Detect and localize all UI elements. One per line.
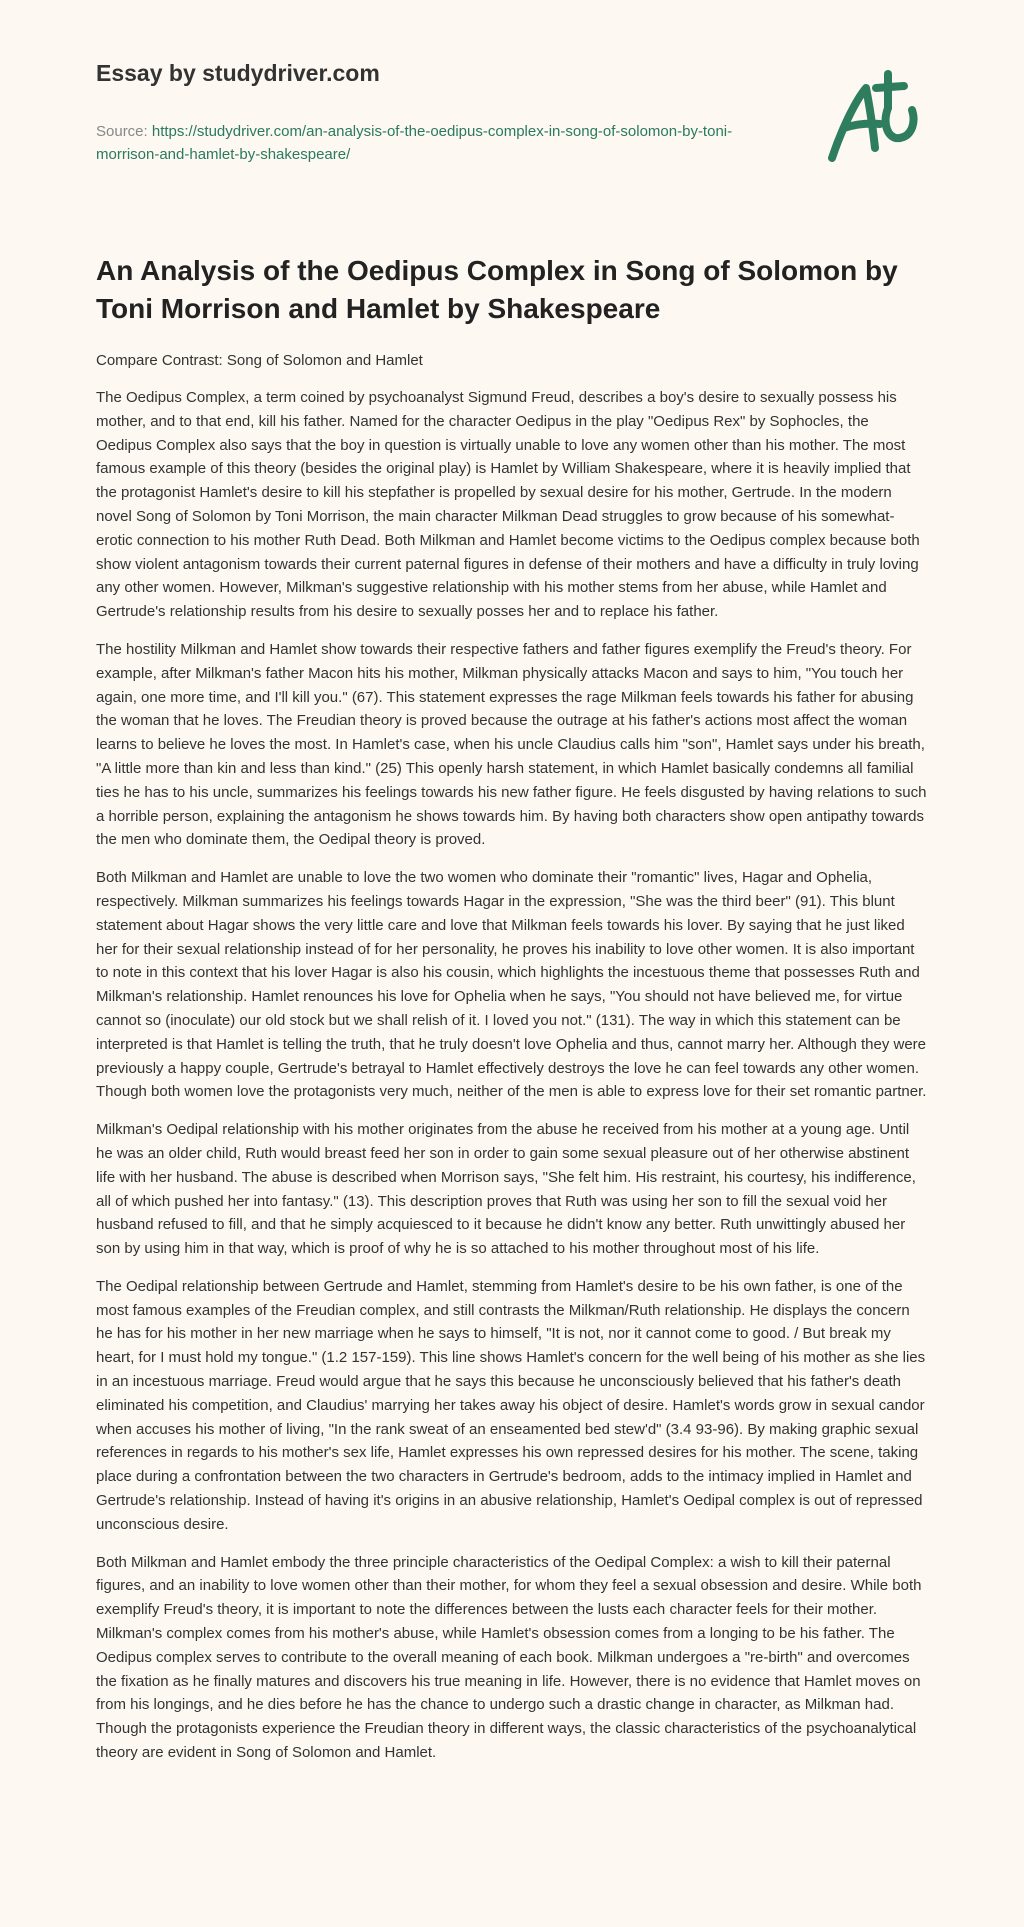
article-title: An Analysis of the Oedipus Complex in Song of Solomon by Toni Morrison and Hamlet by Shakespeare: [96, 255, 898, 324]
paragraph: Both Milkman and Hamlet are unable to love the two women who dominate their "romantic" lives, Hagar and Ophelia, respectively. Milkman summarizes his feelings towards Hagar in the expression, "She was the third beer" (91). This blunt statement about Hagar shows the very little care and love that Milkman feels towards his lover. By saying that he just liked her for their sexual relationship instead of for her personality, he proves his inability to love other women. It is also important to note in this context that his lover Hagar is also his cousin, which highlights the incestuous theme that possesses Ruth and Milkman's relationship. Hamlet renounces his love for Ophelia when he says, "You should not have believed me, for virtue cannot so (inoculate) our old stock but we shall relish of it. I loved you not." (131). The way in which this statement can be interpreted is that Hamlet is telling the truth, that he truly doesn't love Ophelia and thus, cannot marry her. Although they were previously a happy couple, Gertrude's betrayal to Hamlet effectively destroys the love he can feel towards any other women. Though both women love the protagonists very much, neither of the men is able to express love for their set romantic partner.: [96, 869, 927, 1101]
source-label: Source:: [96, 123, 152, 140]
paragraph: The Oedipus Complex, a term coined by psychoanalyst Sigmund Freud, describes a boy's desire to sexually possess his mother, and to that end, kill his father. Named for the character Oedipus in the play "Oedipus Rex" by Sophocles, the Oedipus Complex also says that the boy in question is virtually unable to love any women other than his mother. The most famous example of this theory (besides the original play) is Hamlet by William Shakespeare, where it is heavily implied that the protagonist Hamlet's desire to kill his stepfather is propelled by sexual desire for his mother, Gertrude. In the modern novel Song of Solomon by Toni Morrison, the main character Milkman Dead struggles to grow because of his somewhat-erotic connection to his mother Ruth Dead. Both Milkman and Hamlet become victims to the Oedipus complex because both show violent antagonism towards their current paternal figures in defense of their mothers and have a difficulty in truly loving any other women. However, Milkman's suggestive relationship with his mother stems from her abuse, while Hamlet and Gertrude's relationship results from his desire to sexually posses her and to replace his father.: [96, 389, 920, 621]
a-plus-logo-icon: [820, 66, 930, 166]
paragraph: The hostility Milkman and Hamlet show towards their respective fathers and father figures exemplify the Freud's theory. For example, after Milkman's father Macon hits his mother, Milkman physically attacks Macon and says to him, "You touch her again, one more time, and I'll kill you." (67). This statement expresses the rage Milkman feels towards his father for abusing the woman that he loves. The Freudian theory is proved because the outrage at his father's actions most affect the woman learns to believe he loves the most. In Hamlet's case, when his uncle Claudius calls him "son", Hamlet says under his breath, "A little more than kin and less than kind." (25) This openly harsh statement, in which Hamlet basically condemns all familial ties he has to his uncle, summarizes his feelings towards his new father figure. He feels disgusted by having relations to such a horrible person, explaining the antagonism he shows towards him. By having both characters show open antipathy towards the men who dominate them, the Oedipal theory is proved.: [96, 640, 927, 849]
paragraph: Milkman's Oedipal relationship with his mother originates from the abuse he received from his mother at a young age. Until he was an older child, Ruth would breast feed her son in order to gain some sexual pleasure out of her otherwise abstinent life with her husband. The abuse is described when Morrison says, "She felt him. His restraint, his courtesy, his indifference, all of which pushed her into fantasy." (13). This description proves that Ruth was using her son to fill the sexual void her husband refused to fill, and that he simply acquiesced to it because he didn't know any better. Ruth unwittingly abused her son by using him in that way, which is proof of why he is so attached to his mother throughout most of his life.: [96, 1121, 916, 1258]
article: [96, 252, 928, 1779]
paragraph: The Oedipal relationship between Gertrude and Hamlet, stemming from Hamlet's desire to be his own father, is one of the most famous examples of the Freudian complex, and still contrasts the Milkman/Ruth relationship. He displays the concern he has for his mother in her new marriage when he says to himself, "It is not, nor it cannot come to good. / But break my heart, for I must hold my tongue." (1.2 157-159). This line shows Hamlet's concern for the well being of his mother as she lies in an incestuous marriage. Freud would argue that he says this because he unconsciously believed that his father's death eliminated his competition, and Claudius' marrying her takes away his object of desire. Hamlet's words grow in sexual candor when accuses his mother of living, "In the rank sweat of an enseamented bed stew'd" (3.4 93-96). By making graphic sexual references in regards to his mother's sex life, Hamlet expresses his own repressed desires for his mother. The scene, taking place during a confrontation between the two characters in Gertrude's bedroom, adds to the intimacy implied in Hamlet and Gertrude's relationship. Instead of having it's origins in an abusive relationship, Hamlet's Oedipal complex is out of repressed unconscious desire.: [96, 1277, 926, 1533]
brand-title: Essay by studydriver.com: [96, 60, 380, 86]
source-line: [96, 120, 776, 166]
source-link[interactable]: https://studydriver.com/an-analysis-of-the-oedipus-complex-in-song-of-solomon-by-toni-morrison-and-hamlet-by-shakespeare/: [96, 123, 733, 163]
paragraph: Both Milkman and Hamlet embody the three principle characteristics of the Oedipal Complex: a wish to kill their paternal figures, and an inability to love women other than their mother, for whom they feel a sexual obsession and desire. While both exemplify Freud's theory, it is important to note the differences between the lusts each character feels for their mother. Milkman's complex comes from his mother's abuse, while Hamlet's obsession comes from a longing to be his father. The Oedipus complex serves to contribute to the overall meaning of each book. Milkman undergoes a "re-birth" and overcomes the fixation as he finally matures and discovers his true meaning in life. However, there is no evidence that Hamlet moves on from his longings, and he dies before he has the chance to undergo such a drastic change in character, as Milkman had. Though the protagonists experience the Freudian theory in different ways, the classic characteristics of the psychoanalytical theory are evident in Song of Solomon and Hamlet.: [96, 1553, 922, 1762]
article-subtitle: Compare Contrast: Song of Solomon and Hamlet: [96, 352, 423, 369]
site-header: [96, 58, 776, 166]
